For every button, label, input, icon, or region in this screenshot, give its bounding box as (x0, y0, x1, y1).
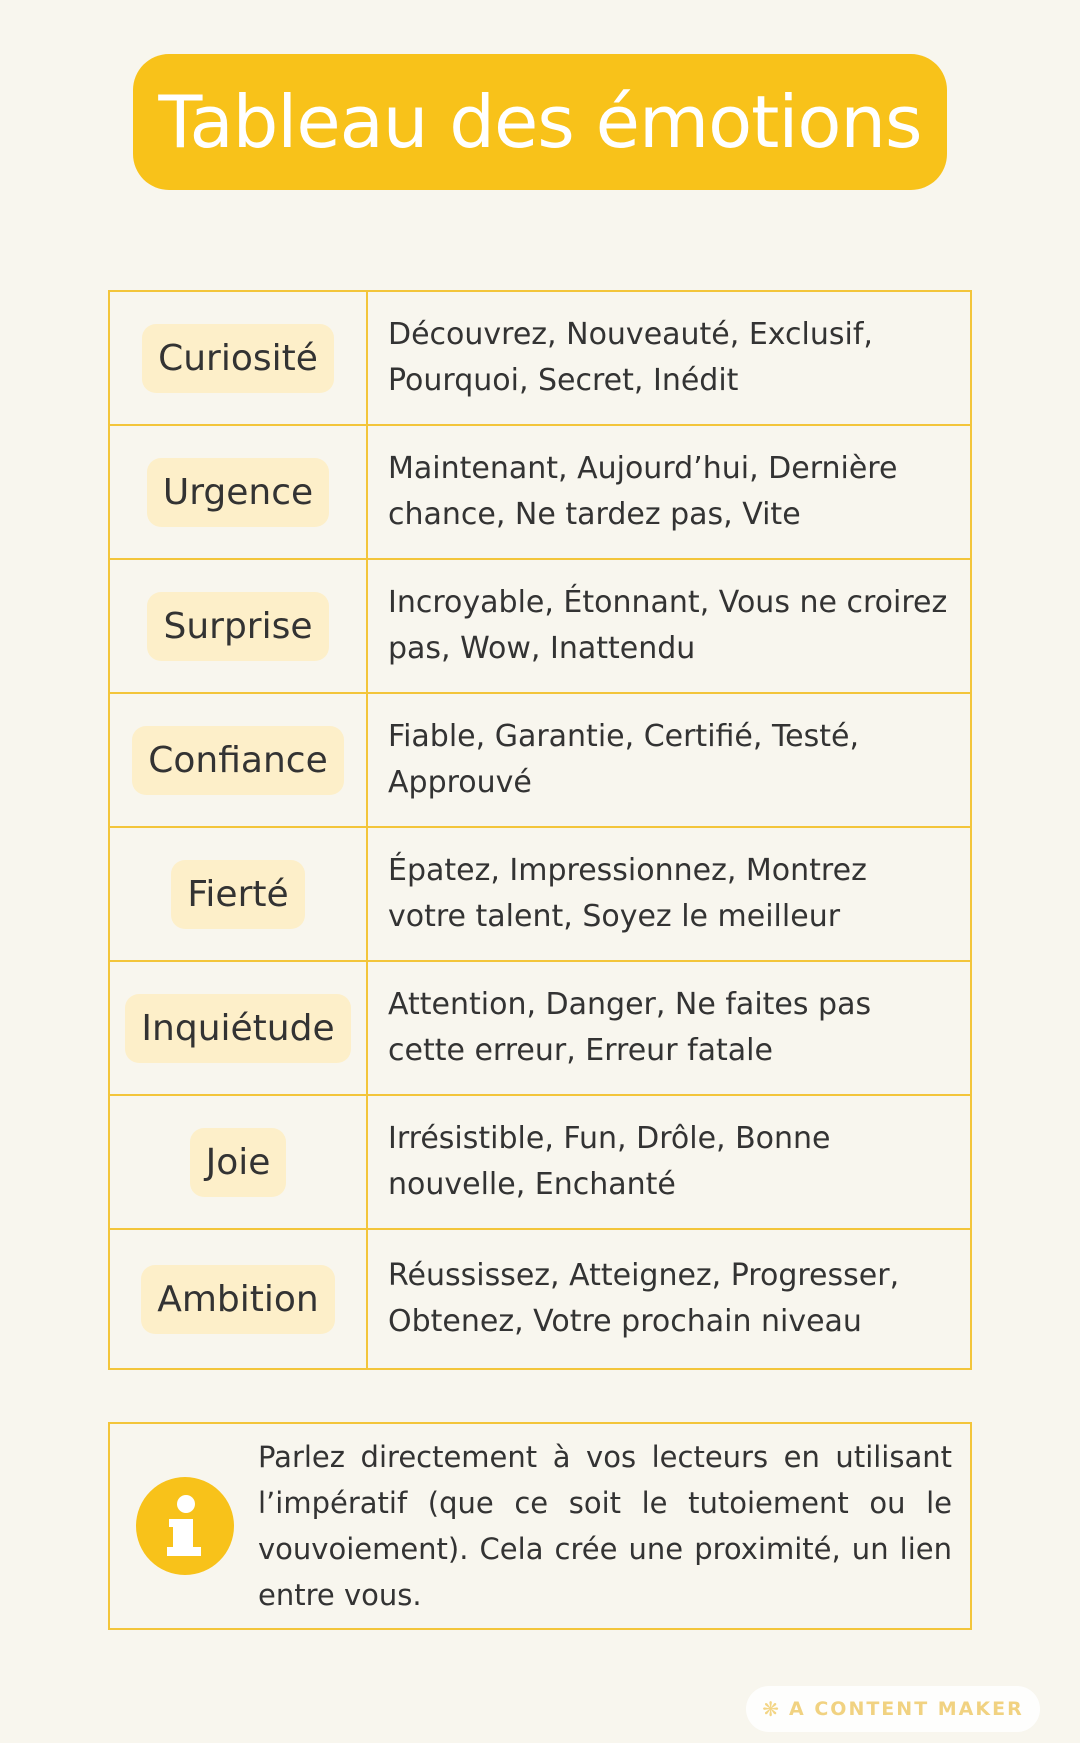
words-cell: Incroyable, Étonnant, Vous ne croirez pas, Wow, Inattendu (388, 585, 948, 666)
table-row (110, 292, 970, 426)
info-icon-base (167, 1547, 201, 1556)
info-box (108, 1422, 972, 1630)
emotion-cell (110, 1230, 368, 1368)
emotion-cell (110, 560, 368, 692)
emotion-table (108, 290, 972, 1370)
info-icon-dot (177, 1495, 195, 1513)
table-row (110, 962, 970, 1096)
words-cell: Fiable, Garantie, Certifié, Testé, Approuvé (388, 719, 860, 800)
emotion-cell (110, 292, 368, 424)
brand-name: A CONTENT MAKER (789, 1698, 1024, 1720)
emotion-cell (110, 828, 368, 960)
emotion-tag: Joie (190, 1128, 287, 1197)
emotion-tag: Confiance (132, 726, 343, 795)
emotion-cell (110, 1096, 368, 1228)
emotion-tag: Surprise (147, 592, 328, 661)
words-cell: Irrésistible, Fun, Drôle, Bonne nouvelle, Enchanté (388, 1121, 831, 1202)
words-cell: Maintenant, Aujourd’hui, Dernière chance, Ne tardez pas, Vite (388, 451, 898, 532)
table-row (110, 426, 970, 560)
table-row (110, 694, 970, 828)
emotion-cell (110, 426, 368, 558)
words-cell: Réussissez, Atteignez, Progresser, Obtenez, Votre prochain niveau (388, 1258, 900, 1339)
emotion-tag: Curiosité (142, 324, 334, 393)
page-title: Tableau des émotions (158, 80, 922, 164)
title-banner (133, 54, 947, 190)
brand-badge (746, 1686, 1040, 1732)
emotion-tag: Urgence (147, 458, 329, 527)
table-row (110, 828, 970, 962)
info-text: Parlez directement à vos lecteurs en utilisant l’impératif (que ce soit le tutoiement ou le vouvoiement). Cela crée une proximité, un lien entre vous. (258, 1440, 952, 1612)
words-cell: Découvrez, Nouveauté, Exclusif, Pourquoi, Secret, Inédit (388, 317, 873, 398)
emotion-cell (110, 962, 368, 1094)
info-icon (136, 1477, 234, 1575)
words-cell: Épatez, Impressionnez, Montrez votre talent, Soyez le meilleur (388, 853, 867, 934)
paw-icon: ❋ (762, 1697, 780, 1721)
emotion-tag: Inquiétude (125, 994, 350, 1063)
emotion-cell (110, 694, 368, 826)
table-row (110, 1096, 970, 1230)
table-row (110, 1230, 970, 1368)
emotion-tag: Ambition (141, 1265, 335, 1334)
table-row (110, 560, 970, 694)
words-cell: Attention, Danger, Ne faites pas cette erreur, Erreur fatale (388, 987, 872, 1068)
emotion-tag: Fierté (171, 860, 304, 929)
